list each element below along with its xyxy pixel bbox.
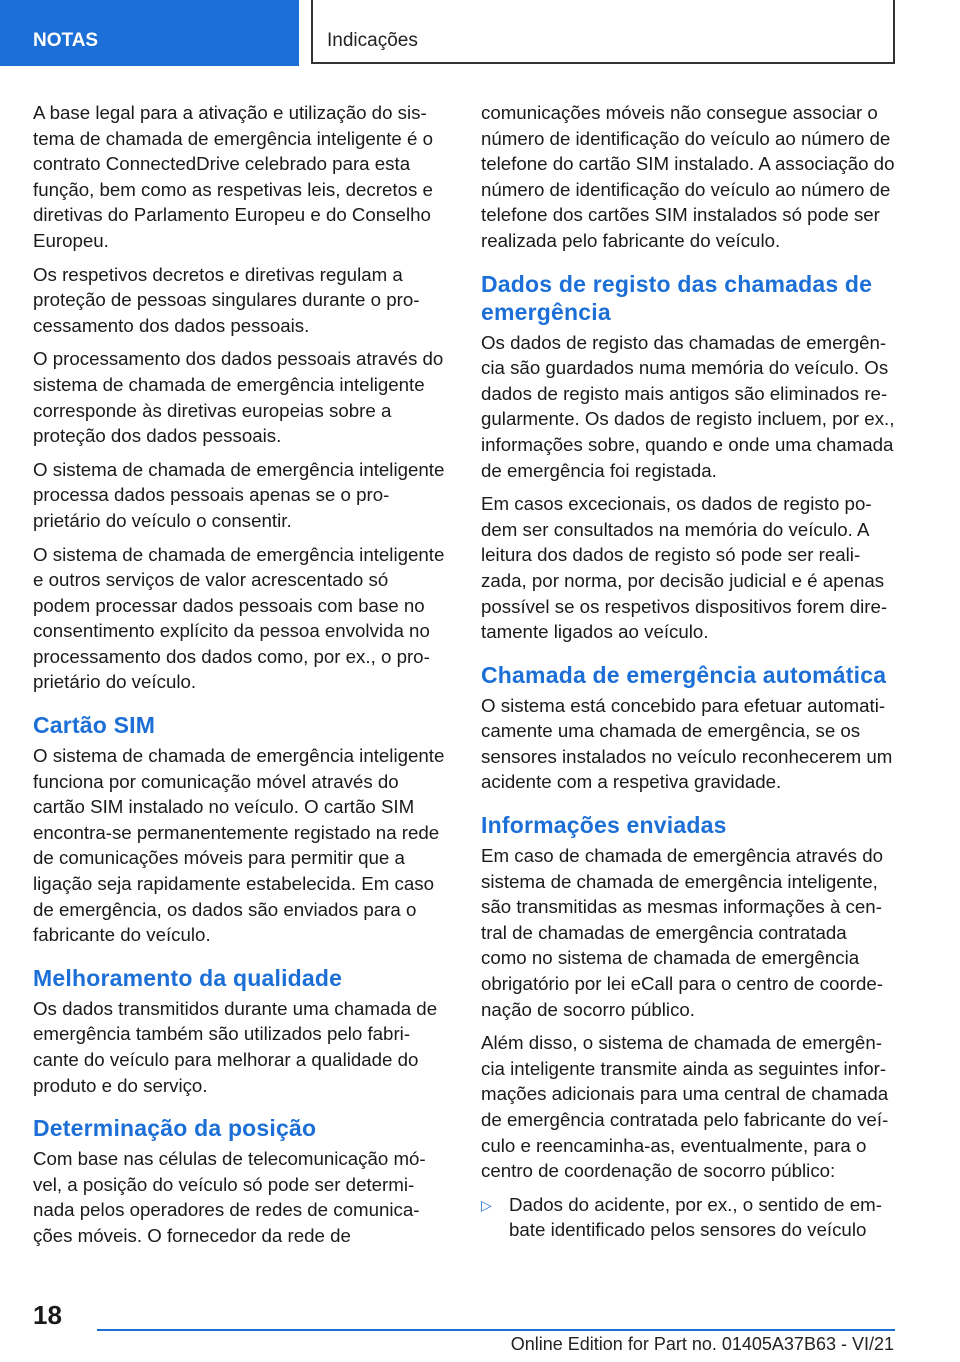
list-item [481,1192,895,1243]
heading-log-data: Dados de registo das chamadas de emergência [481,270,873,325]
chapter-tab: NOTAS [0,0,299,66]
paragraph: O processamento dos dados pessoais através do sistema de chamada de emergência inteligente corresponde às diretivas europeias sobre a proteção dos dados pessoais. [33,348,444,447]
heading-sim-card: Cartão SIM [33,712,156,739]
heading-position: Determinação da posição [33,1115,317,1142]
heading-sent-information: Informações enviadas [481,812,727,839]
paragraph: O sistema de chamada de emergência inteligente e outros serviços de valor acrescentado só podem processar dados pessoais com base no consentimento explícito da pessoa envolvida no processamento dos dados como, por ex., o proprietário do veículo. [33,543,445,693]
list-item-text: Dados do acidente, por ex., o sentido de embate identificado pelos sensores do veículo [509,1193,882,1241]
paragraph: comunicações móveis não consegue associar o número de identificação do veículo ao número de telefone do cartão SIM instalado. A associação do número de identificação do veículo ao número de telefone dos cartões SIM instalados só pode ser realizada pelo fabricante do veículo. [481,102,895,251]
triangle-bullet-icon: ▷ [481,1196,492,1213]
edition-note: Online Edition for Part no. 01405A37B63 - VI/21 [510,1334,894,1354]
paragraph: Os respetivos decretos e diretivas regulam a proteção de pessoas singulares durante o processamento dos dados pessoais. [33,263,420,336]
paragraph: Os dados de registo das chamadas de emergência são guardados numa memória do veículo. Os dados de registo mais antigos são eliminados regularmente. Os dados de registo incluem, por ex., informações sobre, quando e onde uma chamada de emergência foi registada. [481,331,895,481]
paragraph: O sistema de chamada de emergência inteligente processa dados pessoais apenas se o proprietário do veículo o consentir. [33,458,445,531]
paragraph: O sistema está concebido para efetuar automaticamente uma chamada de emergência, se os sensores instalados no veículo reconhecerem um acidente com a respetiva gravidade. [481,694,893,793]
paragraph: Além disso, o sistema de chamada de emergência inteligente transmite ainda as seguintes informações adicionais para uma central de chamada de emergência contratada pelo fabricante do veículo e reencaminha-as, eventualmente, para o centro de coordenação de socorro público: [481,1032,889,1182]
section-title: Indicações [311,0,895,64]
paragraph: Em caso de chamada de emergência através do sistema de chamada de emergência inteligente, são transmitidas as mesmas informações à central de chamadas de emergência contratada como no sistema de chamada de emergência obrigatório por lei eCall para o centro de coordenação de socorro público. [481,845,884,1020]
footer-divider [97,1329,895,1331]
left-column [33,100,447,1257]
heading-automatic-call: Chamada de emergência automática [481,661,887,688]
paragraph: Os dados transmitidos durante uma chamada de emergência também são utilizados pelo fabricante do veículo para melhorar a qualidade do produto e do serviço. [33,997,438,1096]
paragraph: O sistema de chamada de emergência inteligente funciona por comunicação móvel através do cartão SIM instalado no veículo. O cartão SIM encontra-se permanentemente registado na rede de comunicações móveis para permitir que a ligação seja rapidamente estabelecida. Em caso de emergência, os dados são enviados para o fabricante do veículo. [33,745,445,946]
paragraph: A base legal para a ativação e utilização do sistema de chamada de emergência inteligente é o contrato ConnectedDrive celebrado para esta função, bem como as respetivas leis, decretos e diretivas do Parlamento Europeu e do Conselho Europeu. [33,102,433,251]
right-column [481,100,895,1243]
page-number: 18 [33,1300,62,1330]
paragraph: Com base nas células de telecomunicação móvel, a posição do veículo só pode ser determinada pelos operadores de redes de comunicações móveis. O fornecedor da rede de [33,1148,426,1246]
paragraph: Em casos excecionais, os dados de registo podem ser consultados na memória do veículo. A leitura dos dados de registo só pode ser realizada, por norma, por decisão judicial e é apenas possível se os respetivos dispositivos forem diretamente ligados ao veículo. [481,493,888,643]
page-header [0,0,960,66]
heading-quality: Melhoramento da qualidade [33,964,343,991]
